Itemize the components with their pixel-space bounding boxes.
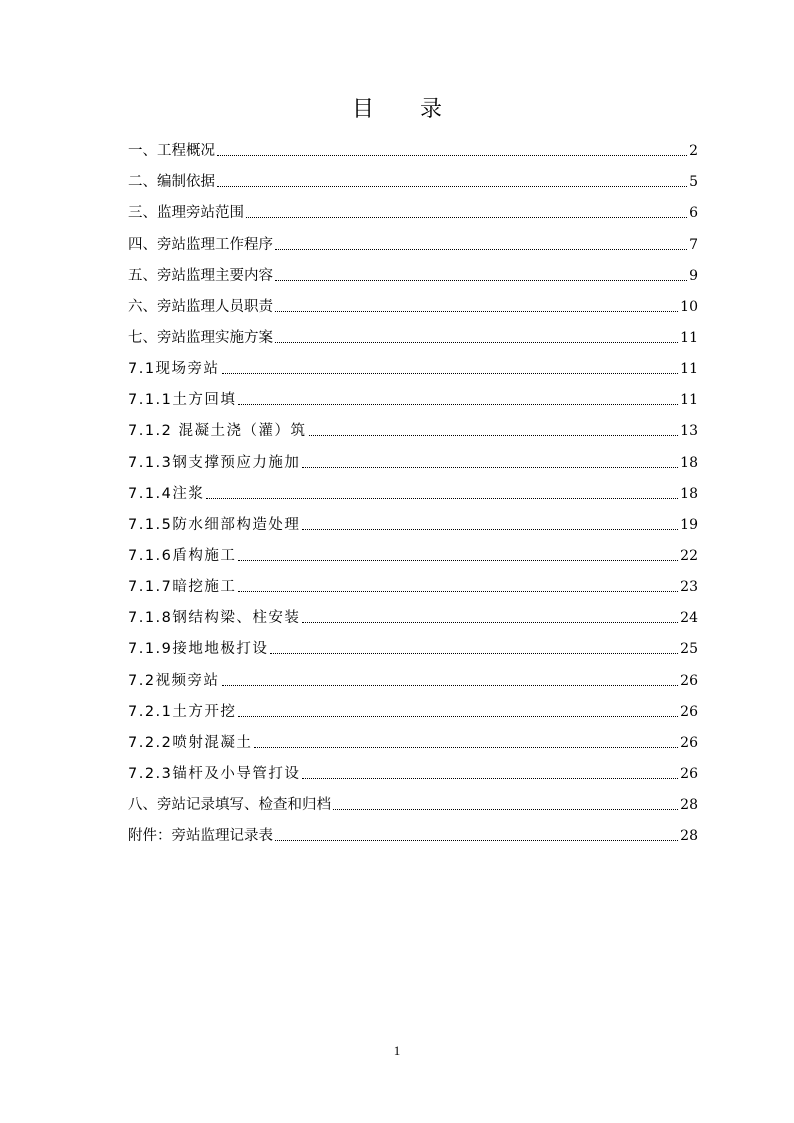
toc-entry-page: 28 [680,828,698,845]
toc-leader [238,404,678,405]
toc-entry-label: 7.1.4注浆 [128,485,205,502]
toc-entry-label: 7.1.8钢结构梁、柱安装 [128,610,301,627]
toc-entry[interactable] [128,161,698,192]
toc-entry[interactable] [128,192,698,223]
page-number: 1 [393,1043,401,1058]
toc-entry-page: 13 [680,423,698,440]
toc-entry-label: 三、监理旁站范围 [128,205,244,222]
toc-entry-page: 26 [680,765,698,782]
toc-entry[interactable] [128,130,698,161]
toc-entry-page: 7 [689,236,698,253]
toc-entry-label: 7.2.2喷射混凝土 [128,734,253,751]
toc-entry-page: 24 [680,610,698,627]
toc-entry[interactable] [128,628,698,659]
toc-entry-page: 9 [689,267,698,284]
title-char-2: 录 [420,97,443,122]
toc-entry[interactable] [128,379,698,410]
toc-entry-label: 7.1.9接地地极打设 [128,641,269,658]
toc-entry-page: 25 [680,641,698,658]
toc-entry-page: 10 [680,298,698,315]
toc-leader [246,217,687,218]
toc-leader [275,280,687,281]
toc-leader [302,529,678,530]
toc-entry[interactable] [128,597,698,628]
toc-entry-page: 5 [689,174,698,191]
toc-entry[interactable] [128,815,698,846]
toc-leader [254,747,678,748]
toc-entry[interactable] [128,255,698,286]
toc-leader [238,716,678,717]
toc-entry[interactable] [128,722,698,753]
toc-entry-page: 18 [680,485,698,502]
toc-leader [333,809,678,810]
toc-entry-page: 26 [680,672,698,689]
toc-entry-page: 26 [680,734,698,751]
toc-leader [275,249,687,250]
toc-entry[interactable] [128,410,698,441]
toc-leader [238,560,678,561]
toc-entry[interactable] [128,504,698,535]
table-of-contents [128,130,698,846]
toc-entry[interactable] [128,659,698,690]
toc-entry[interactable] [128,566,698,597]
toc-entry-label: 7.1.5防水细部构造处理 [128,516,301,533]
toc-entry[interactable] [128,784,698,815]
toc-entry-label: 附件：旁站监理记录表 [128,828,273,845]
toc-entry-page: 23 [680,579,698,596]
toc-leader [302,467,678,468]
toc-entry[interactable] [128,348,698,379]
toc-entry-label: 7.1现场旁站 [128,361,220,378]
toc-entry[interactable] [128,223,698,254]
page-title [0,92,794,123]
toc-entry[interactable] [128,286,698,317]
toc-leader [238,591,678,592]
toc-entry-page: 22 [680,547,698,564]
toc-leader [275,840,678,841]
toc-entry-label: 一、工程概况 [128,143,215,160]
toc-leader [275,342,678,343]
toc-leader [217,155,687,156]
toc-entry-page: 6 [689,205,698,222]
toc-entry-label: 二、编制依据 [128,174,215,191]
toc-leader [222,373,679,374]
toc-entry-label: 7.1.3钢支撑预应力施加 [128,454,301,471]
toc-entry-page: 28 [680,797,698,814]
toc-leader [302,778,678,779]
toc-leader [222,685,679,686]
toc-entry-label: 八、旁站记录填写、检查和归档 [128,797,331,814]
title-char-1: 目 [351,97,374,122]
toc-entry-label: 六、旁站监理人员职责 [128,298,273,315]
toc-entry-label: 7.1.7暗挖施工 [128,579,237,596]
toc-leader [302,622,678,623]
toc-leader [217,186,687,187]
toc-entry[interactable] [128,753,698,784]
toc-leader [309,435,679,436]
toc-entry-label: 七、旁站监理实施方案 [128,329,273,346]
toc-entry-page: 11 [680,392,698,409]
toc-entry-label: 四、旁站监理工作程序 [128,236,273,253]
toc-entry[interactable] [128,535,698,566]
toc-entry-page: 2 [689,143,698,160]
toc-entry-page: 11 [680,361,698,378]
toc-entry-label: 7.1.2 混凝土浇（灌）筑 [128,423,307,440]
toc-entry-label: 7.1.1土方回填 [128,392,237,409]
toc-entry-label: 7.2视频旁站 [128,672,220,689]
toc-leader [206,498,678,499]
toc-entry-page: 11 [680,329,698,346]
toc-entry[interactable] [128,691,698,722]
toc-entry[interactable] [128,473,698,504]
toc-entry-page: 19 [680,516,698,533]
toc-entry-label: 7.2.1土方开挖 [128,703,237,720]
toc-entry-page: 18 [680,454,698,471]
toc-leader [270,653,678,654]
toc-entry-label: 7.1.6盾构施工 [128,547,237,564]
toc-entry-label: 五、旁站监理主要内容 [128,267,273,284]
toc-entry[interactable] [128,317,698,348]
toc-entry-page: 26 [680,703,698,720]
toc-leader [275,311,678,312]
toc-entry-label: 7.2.3锚杆及小导管打设 [128,765,301,782]
toc-entry[interactable] [128,441,698,472]
